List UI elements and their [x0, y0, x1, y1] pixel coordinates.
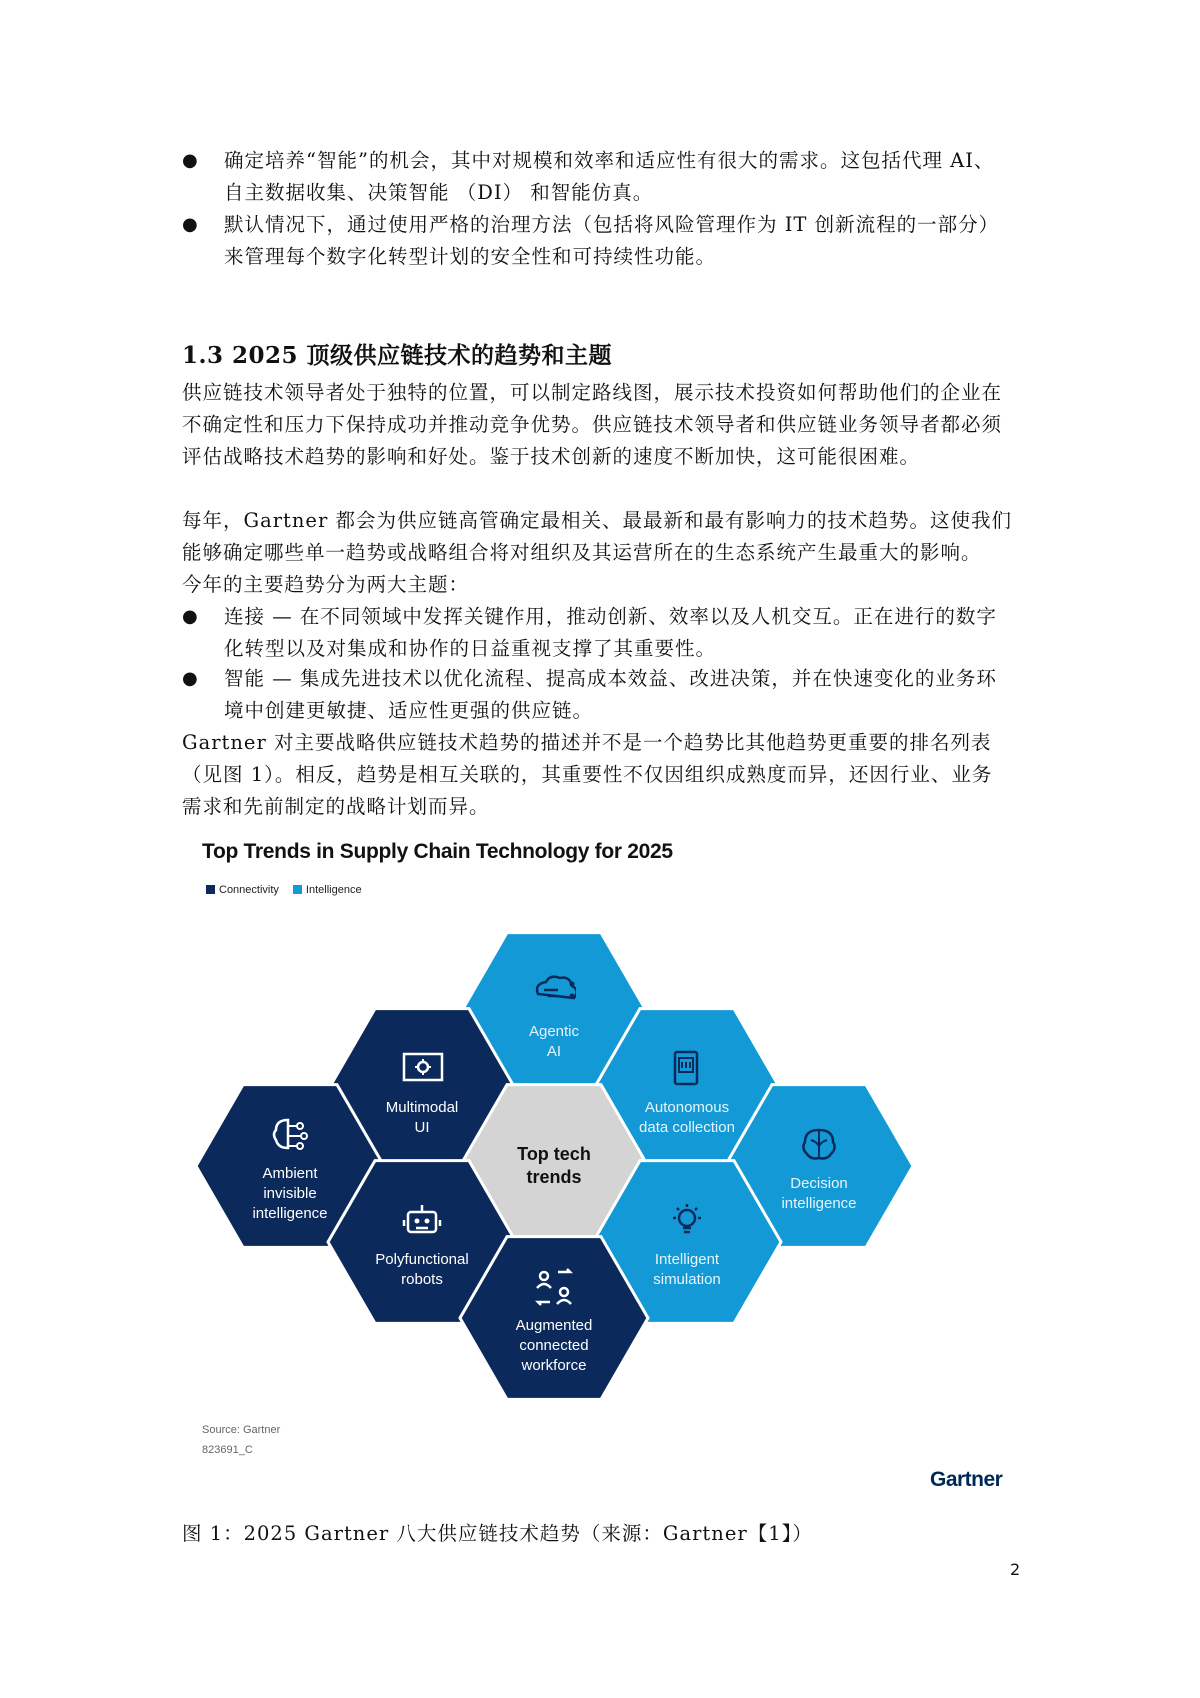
bullet-item [182, 145, 1022, 209]
paragraph [182, 727, 1022, 823]
hex-label-line: intelligence [252, 1205, 328, 1222]
hex-label-line: intelligence [781, 1195, 857, 1212]
bullet-dot: ● [182, 150, 199, 171]
hex-label-agentic-ai [479, 1022, 629, 1062]
paragraph [182, 505, 1022, 601]
figure-code: 823691_C [202, 1444, 253, 1456]
hex-label-line: AI [546, 1043, 562, 1060]
paragraph-line: 不确定性和压力下保持成功并推动竞争优势。供应链技术领导者和供应链业务领导者都必须 [182, 413, 1003, 436]
hex-label-line: Ambient [262, 1165, 318, 1182]
bullet-item [182, 209, 1022, 273]
figure-source [202, 1420, 280, 1460]
bullet-dot: ● [182, 606, 199, 627]
paragraph-line: 每年，Gartner 都会为供应链高管确定最相关、最最新和最有影响力的技术趋势。这使我们 [182, 509, 1012, 532]
hex-label-line: Intelligent [654, 1251, 720, 1268]
bullet-item [182, 601, 1022, 665]
figure-caption: 图 1：2025 Gartner 八大供应链技术趋势（来源：Gartner【1】） [182, 1522, 813, 1545]
data-device-icon [665, 1048, 709, 1095]
source-text: Source: Gartner [202, 1424, 281, 1436]
legend-label: Intelligence [305, 884, 362, 896]
bullet-line: 默认情况下，通过使用严格的治理方法（包括将风险管理作为 IT 创新流程的一部分） [224, 213, 1000, 236]
hex-label-line: Agentic [528, 1023, 580, 1040]
hex-label-multimodal-ui [347, 1098, 497, 1138]
hex-label-line: trends [526, 1167, 582, 1187]
bullet-dot: ● [182, 668, 199, 689]
brain-circuit-icon [268, 1114, 312, 1161]
hex-label-decision-intelligence [744, 1174, 894, 1214]
bullet-line: 确定培养“智能”的机会，其中对规模和效率和适应性有很大的需求。这包括代理 AI、 [224, 149, 995, 172]
hex-label-line: Augmented [515, 1317, 593, 1334]
trends-figure [190, 840, 1050, 1500]
hex-label-line: Polyfunctional [375, 1251, 469, 1268]
bullet-line: 境中创建更敏捷、适应性更强的供应链。 [224, 699, 594, 722]
bullet-line: 来管理每个数字化转型计划的安全性和可持续性功能。 [224, 245, 717, 268]
robot-icon [400, 1200, 444, 1247]
paragraph-line: 需求和先前制定的战略计划而异。 [182, 795, 490, 818]
hex-label-line: Autonomous [644, 1099, 730, 1116]
paragraph-line: 能够确定哪些单一趋势或战略组合将对组织及其运营所在的生态系统产生最重大的影响。 [182, 541, 982, 564]
agentic-ai-icon [532, 972, 576, 1019]
hex-label-line: workforce [521, 1357, 587, 1374]
hex-label-augmented-connected-workforce [479, 1316, 629, 1376]
hex-label-line: connected [519, 1337, 589, 1354]
page-number: 2 [1010, 1560, 1021, 1579]
people-exchange-icon [532, 1266, 576, 1313]
bullet-line: 连接 — 在不同领域中发挥关键作用，推动创新、效率以及人机交互。正在进行的数字 [224, 605, 997, 628]
paragraph [182, 377, 1022, 473]
bullet-item [182, 663, 1022, 727]
hex-label-polyfunctional-robots [347, 1250, 497, 1290]
gartner-logo: Gartner [930, 1468, 1003, 1491]
paragraph-line: 供应链技术领导者处于独特的位置，可以制定路线图，展示技术投资如何帮助他们的企业在 [182, 381, 1003, 404]
figure-title: Top Trends in Supply Chain Technology for 2025 [202, 840, 673, 863]
hex-label-intelligent-simulation [612, 1250, 762, 1290]
lightbulb-icon [665, 1200, 709, 1247]
paragraph-line: 今年的主要趋势分为两大主题： [182, 573, 470, 596]
hex-label-line: Decision [790, 1175, 848, 1192]
hex-label-line: robots [401, 1271, 443, 1288]
hex-label-ambient-invisible-intelligence [215, 1164, 365, 1224]
brain-icon [797, 1124, 841, 1171]
legend-label: Connectivity [219, 884, 279, 896]
hex-label-line: UI [414, 1119, 430, 1136]
paragraph-line: Gartner 对主要战略供应链技术趋势的描述并不是一个趋势比其他趋势更重要的排名列表 [182, 731, 992, 754]
section-heading: 1.3 2025 顶级供应链技术的趋势和主题 [182, 342, 613, 369]
bullet-dot: ● [182, 214, 199, 235]
bullet-line: 智能 — 集成先进技术以优化流程、提高成本效益、改进决策，并在快速变化的业务环 [224, 667, 997, 690]
paragraph-line: （见图 1）。相反，趋势是相互关联的，其重要性不仅因组织成熟度而异，还因行业、业务 [182, 763, 993, 786]
hex-label-top-tech-trends [479, 1143, 629, 1189]
bullet-line: 化转型以及对集成和协作的日益重视支撑了其重要性。 [224, 637, 717, 660]
hex-label-line: data collection [639, 1119, 735, 1136]
hex-label-line: Top tech [517, 1144, 591, 1164]
hex-label-line: invisible [263, 1185, 317, 1202]
monitor-gear-icon [400, 1048, 444, 1095]
bullet-line: 自主数据收集、决策智能 （DI） 和智能仿真。 [224, 181, 654, 204]
hex-label-line: Multimodal [385, 1099, 459, 1116]
paragraph-line: 评估战略技术趋势的影响和好处。鉴于技术创新的速度不断加快，这可能很困难。 [182, 445, 921, 468]
hex-label-line: simulation [653, 1271, 721, 1288]
hex-label-autonomous-data-collection [612, 1098, 762, 1138]
